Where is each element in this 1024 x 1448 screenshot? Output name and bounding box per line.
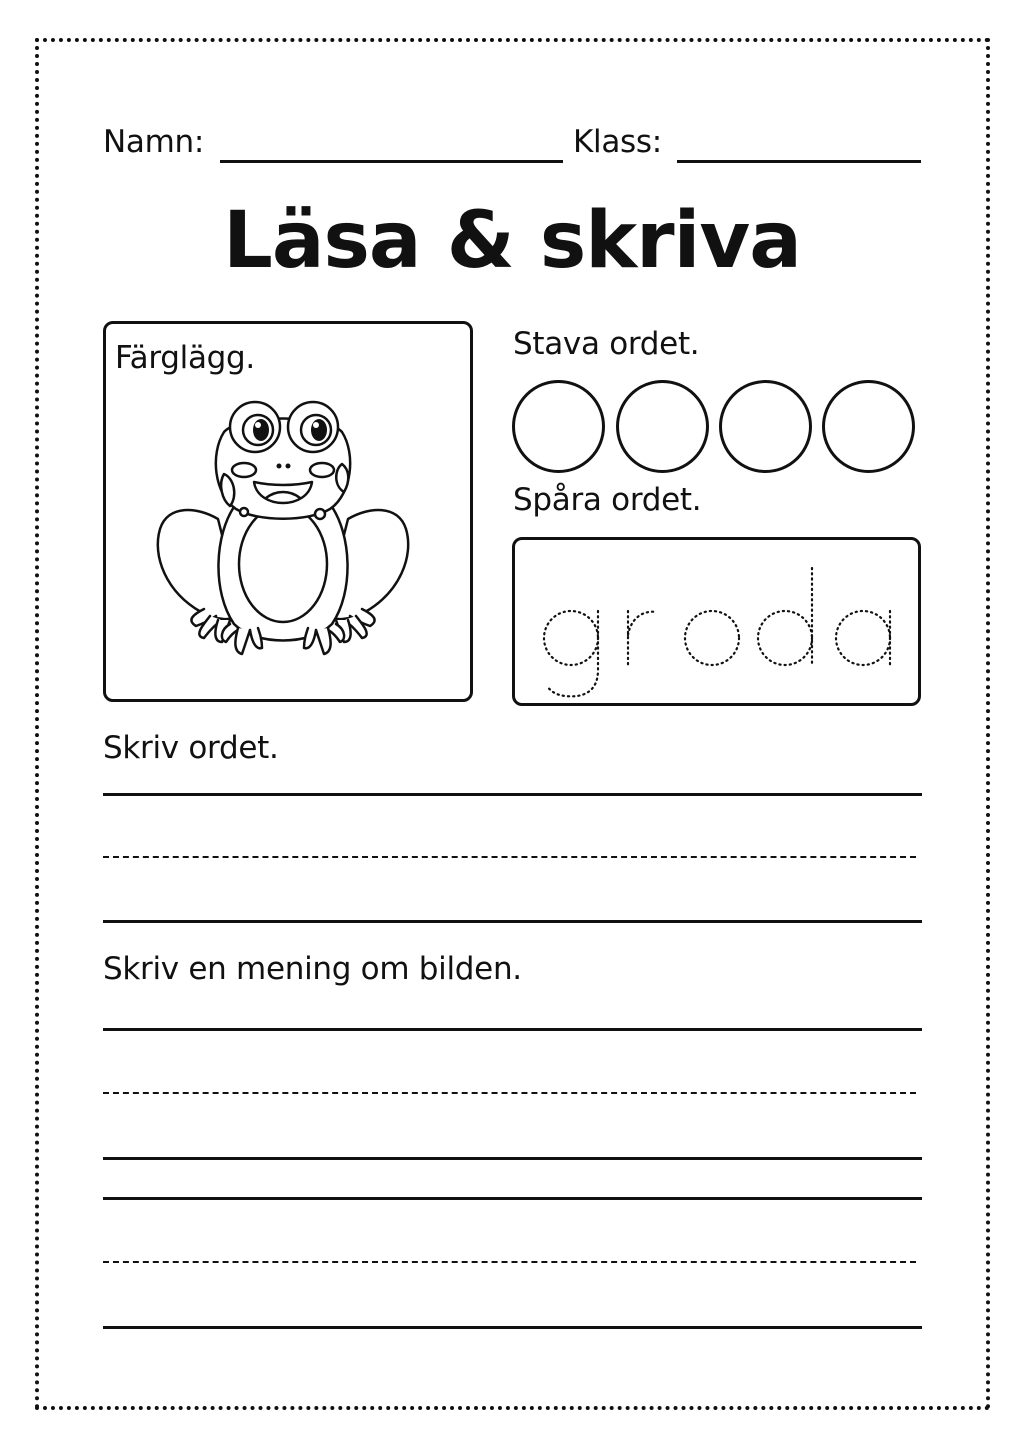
color-box <box>103 321 473 702</box>
letter-circle-4[interactable] <box>822 380 915 473</box>
sentence-line-2-mid <box>103 1261 916 1263</box>
sentence-label: Skriv en mening om bilden. <box>103 951 522 987</box>
trace-box <box>512 537 921 706</box>
sentence-line-1-mid <box>103 1092 916 1094</box>
sentence-line-1-base[interactable] <box>103 1157 922 1160</box>
name-label: Namn: <box>103 124 204 160</box>
letter-circle-1[interactable] <box>512 380 605 473</box>
name-field-line[interactable] <box>220 160 563 163</box>
letter-circle-3[interactable] <box>719 380 812 473</box>
spell-label: Stava ordet. <box>513 326 700 362</box>
trace-label: Spåra ordet. <box>513 482 702 518</box>
color-label: Färglägg. <box>115 340 255 376</box>
page-title: Läsa & skriva <box>223 196 801 286</box>
sentence-line-1-top[interactable] <box>103 1028 922 1031</box>
sentence-line-2-top[interactable] <box>103 1197 922 1200</box>
frog-illustration <box>106 324 470 699</box>
sentence-line-2-base[interactable] <box>103 1326 922 1329</box>
traced-word-groda[interactable] <box>515 540 918 703</box>
trace-word-text: groda <box>713 665 717 666</box>
class-label: Klass: <box>573 124 662 160</box>
write-word-base-line[interactable] <box>103 920 922 923</box>
write-word-mid-line <box>103 856 916 858</box>
class-field-line[interactable] <box>677 160 921 163</box>
letter-circle-2[interactable] <box>616 380 709 473</box>
frog-belly <box>239 506 327 622</box>
write-word-top-line[interactable] <box>103 793 922 796</box>
write-word-label: Skriv ordet. <box>103 730 279 766</box>
